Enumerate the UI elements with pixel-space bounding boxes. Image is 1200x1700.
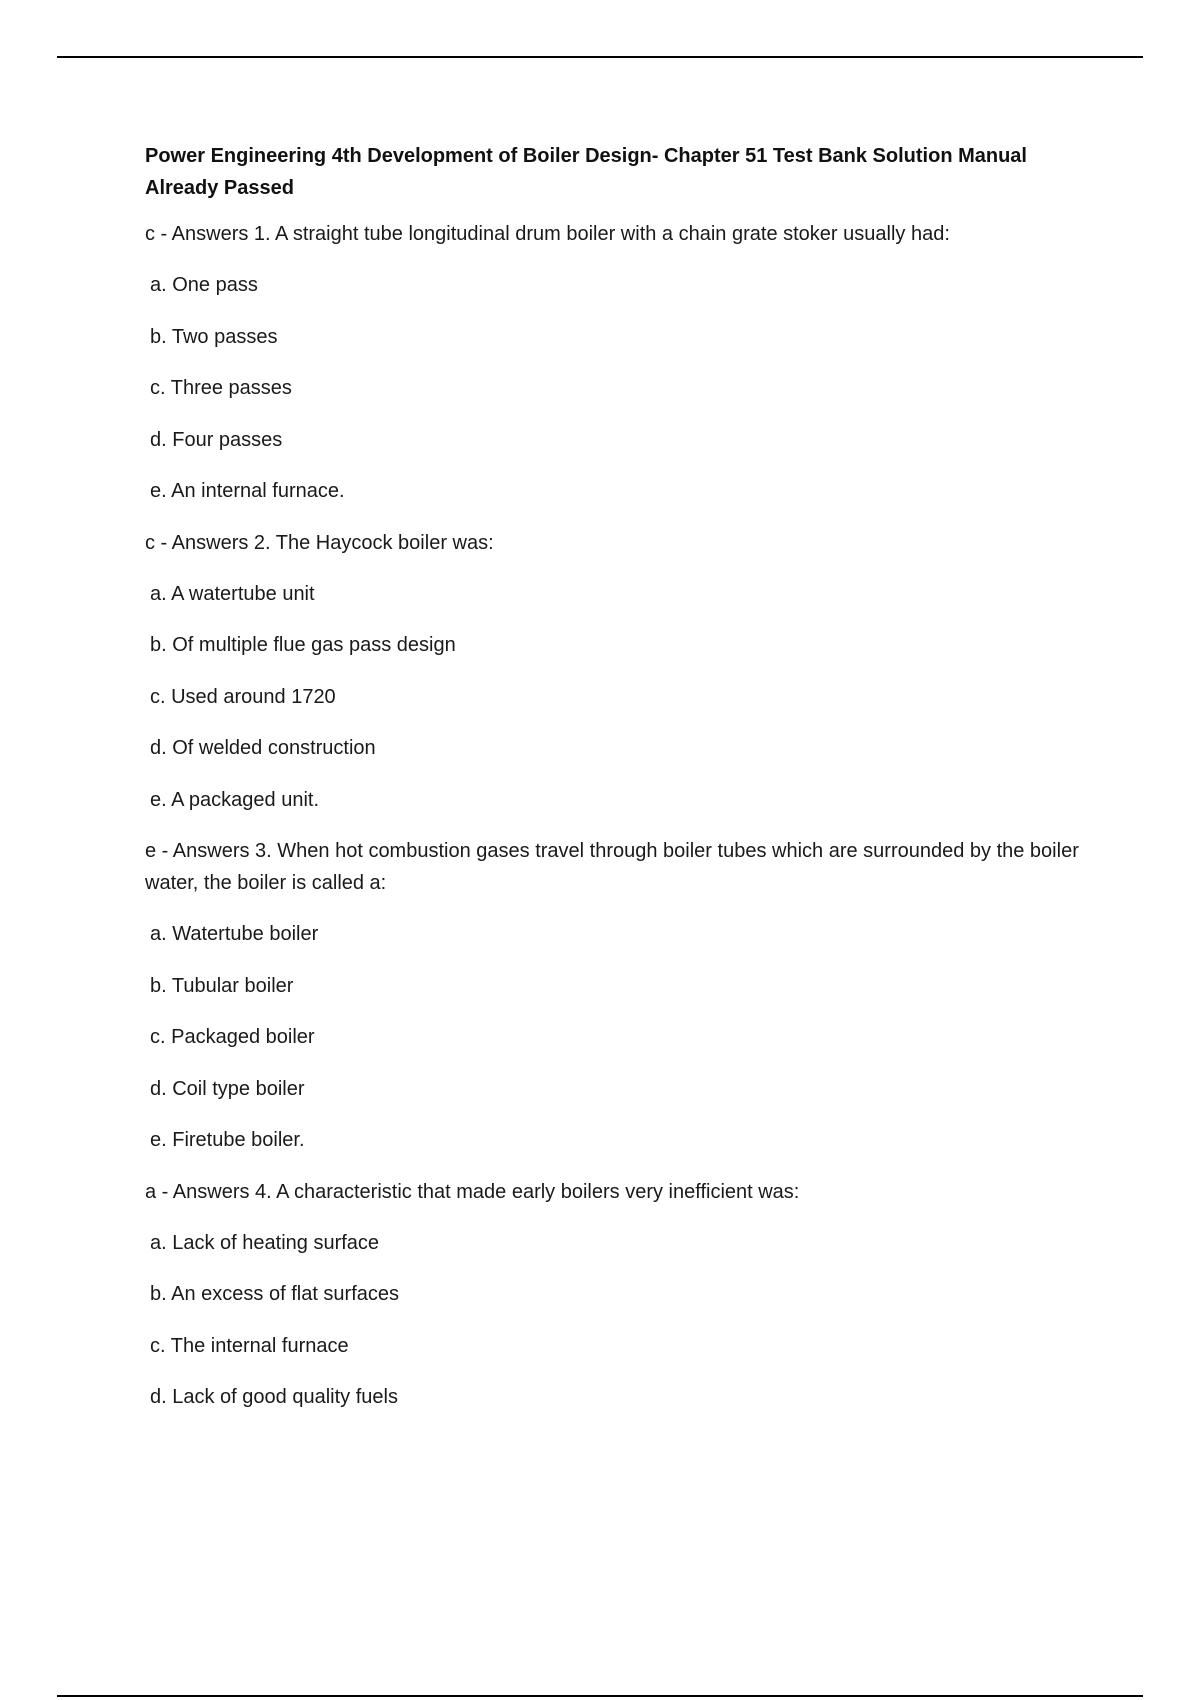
- answer-option: d. Of welded construction: [150, 737, 376, 759]
- answer-option: b. Of multiple flue gas pass design: [150, 634, 456, 656]
- header-rule: [57, 56, 1143, 58]
- answer-option: e. An internal furnace.: [150, 480, 345, 502]
- answer-option: a. Lack of heating surface: [150, 1231, 380, 1254]
- answer-option: d. Coil type boiler: [150, 1077, 305, 1100]
- question-prompt: a - Answers 4. A characteristic that made early boilers very inefficient was:: [145, 1180, 800, 1203]
- question-block: [145, 1176, 1085, 1414]
- document-body: [145, 140, 1085, 1433]
- answer-option: b. Two passes: [150, 325, 278, 348]
- answer-option: c. Packaged boiler: [150, 1026, 315, 1048]
- answer-option: a. Watertube boiler: [150, 923, 319, 945]
- document-title: Power Engineering 4th Development of Boiler Design- Chapter 51 Test Bank Solution Manual Already Passed: [145, 145, 1027, 199]
- answer-option: b. Tubular boiler: [150, 974, 294, 997]
- question-prompt: c - Answers 1. A straight tube longitudinal drum boiler with a chain grate stoker usually had:: [145, 223, 950, 245]
- answer-option: c. The internal furnace: [150, 1334, 349, 1357]
- answer-option: d. Four passes: [150, 428, 283, 451]
- answer-option: c. Used around 1720: [150, 685, 336, 708]
- question-prompt: e - Answers 3. When hot combustion gases travel through boiler tubes which are surrounded by the boiler water, the boiler is called a:: [145, 840, 1079, 894]
- answer-option: d. Lack of good quality fuels: [150, 1386, 398, 1408]
- answer-option: a. One pass: [150, 274, 258, 296]
- question-block: [145, 218, 1085, 507]
- answer-option: b. An excess of flat surfaces: [150, 1283, 400, 1305]
- footer-rule: [57, 1695, 1143, 1697]
- question-prompt: c - Answers 2. The Haycock boiler was:: [145, 531, 494, 554]
- answer-option: e. Firetube boiler.: [150, 1129, 305, 1151]
- answer-option: a. A watertube unit: [150, 582, 315, 605]
- question-block: [145, 835, 1085, 1156]
- question-block: [145, 527, 1085, 816]
- answer-option: e. A packaged unit.: [150, 788, 320, 811]
- answer-option: c. Three passes: [150, 377, 292, 399]
